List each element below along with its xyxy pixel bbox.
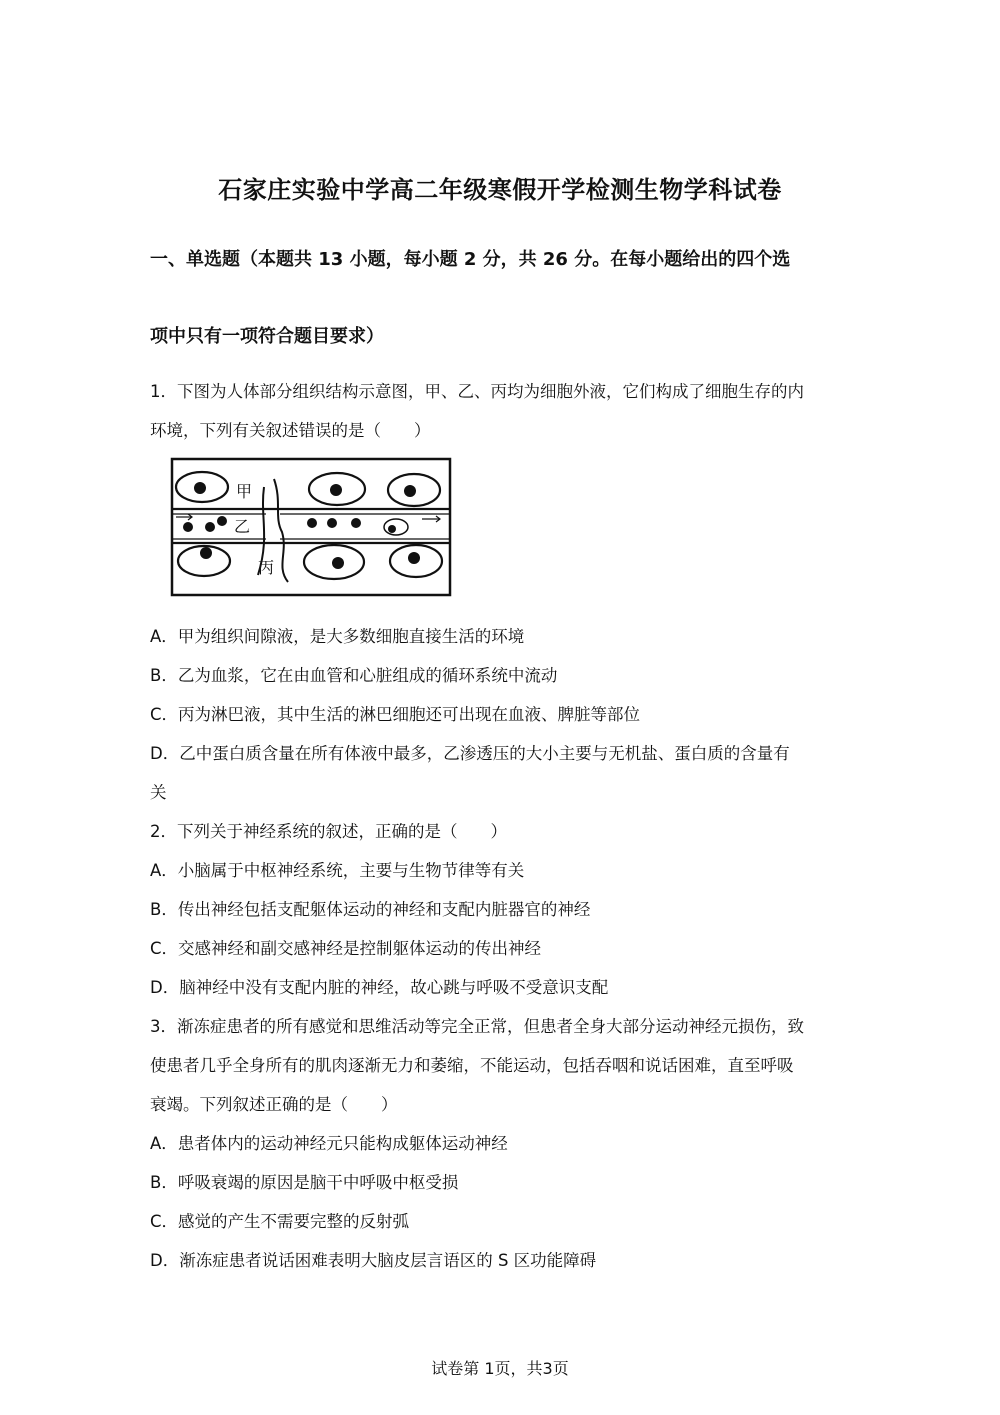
q2-option-d: D．脑神经中没有支配内脏的神经，故心跳与呼吸不受意识支配 — [150, 978, 609, 997]
q1-option-a: A．甲为组织间隙液，是大多数细胞直接生活的环境 — [150, 627, 525, 646]
q1-option-d-line-1: D．乙中蛋白质含量在所有体液中最多，乙渗透压的大小主要与无机盐、蛋白质的含量有 — [150, 744, 790, 763]
q2-option-c: C．交感神经和副交感神经是控制躯体运动的传出神经 — [150, 939, 542, 958]
q1-option-b: B．乙为血浆，它在由血管和心脏组成的循环系统中流动 — [150, 666, 558, 685]
q1-option-c: C．丙为淋巴液，其中生活的淋巴细胞还可出现在血液、脾脏等部位 — [150, 705, 641, 724]
label-jia: 甲 — [236, 482, 253, 501]
section-heading-line-1: 一、单选题（本题共 13 小题，每小题 2 分，共 26 分。在每小题给出的四个选 — [150, 249, 791, 270]
q3-option-a: A．患者体内的运动神经元只能构成躯体运动神经 — [150, 1134, 508, 1153]
q1-stem-line-1: 1．下图为人体部分组织结构示意图，甲、乙、丙均为细胞外液，它们构成了细胞生存的内 — [150, 382, 804, 401]
q1-option-d-line-2: 关 — [150, 783, 167, 802]
q2-stem: 2．下列关于神经系统的叙述，正确的是（ ） — [150, 822, 507, 841]
tissue-structure-diagram — [170, 457, 452, 597]
q3-stem-line-3: 衰竭。下列叙述正确的是（ ） — [150, 1095, 398, 1114]
page-footer: 试卷第 1页，共3页 — [431, 1359, 569, 1378]
q2-option-b: B．传出神经包括支配躯体运动的神经和支配内脏器官的神经 — [150, 900, 591, 919]
section-heading-line-2: 项中只有一项符合题目要求） — [150, 326, 384, 347]
exam-title: 石家庄实验中学高二年级寒假开学检测生物学科试卷 — [218, 176, 782, 204]
q3-stem-line-1: 3．渐冻症患者的所有感觉和思维活动等完全正常，但患者全身大部分运动神经元损伤，致 — [150, 1017, 804, 1036]
q1-stem-line-2: 环境，下列有关叙述错误的是（ ） — [150, 421, 431, 440]
q3-option-d: D．渐冻症患者说话困难表明大脑皮层言语区的 S 区功能障碍 — [150, 1251, 597, 1270]
q3-stem-line-2: 使患者几乎全身所有的肌肉逐渐无力和萎缩，不能运动，包括吞咽和说话困难，直至呼吸 — [150, 1056, 794, 1075]
q3-option-c: C．感觉的产生不需要完整的反射弧 — [150, 1212, 410, 1231]
q3-option-b: B．呼吸衰竭的原因是脑干中呼吸中枢受损 — [150, 1173, 459, 1192]
label-bing: 丙 — [258, 558, 275, 577]
label-yi: 乙 — [234, 517, 251, 536]
q2-option-a: A．小脑属于中枢神经系统，主要与生物节律等有关 — [150, 861, 525, 880]
